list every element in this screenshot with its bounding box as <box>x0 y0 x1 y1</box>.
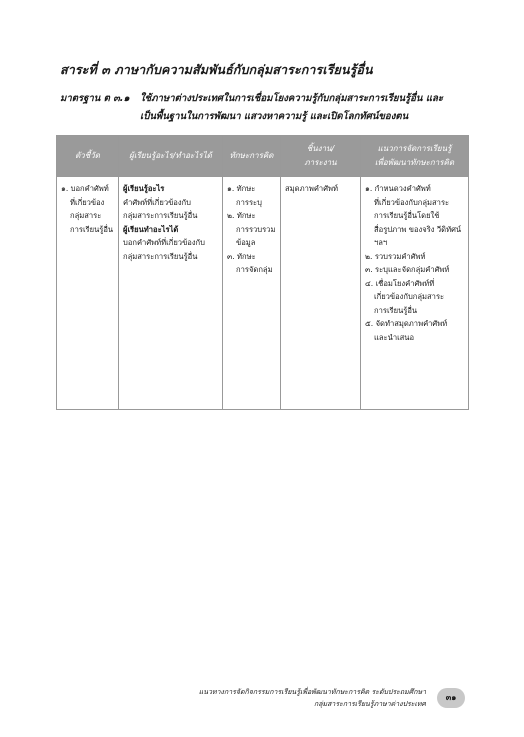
cell-text: ๑. กำหนดวงคำศัพท์ <box>365 184 431 193</box>
cell-text: การเรียนรู้อื่น <box>70 224 114 234</box>
cell-text: กลุ่มสาระการเรียนรู้อื่น <box>123 211 198 220</box>
cell-text: กลุ่มสาระ <box>70 211 102 220</box>
cell-text: ที่เกี่ยวข้องกับกลุ่มสาระ <box>374 197 450 207</box>
cell-text: ๒. รวบรวมคำศัพท์ <box>365 251 426 261</box>
header-activities: แนวการจัดการเรียนรู้ เพื่อพัฒนาทักษะการคิด <box>361 136 469 177</box>
learning-table <box>56 135 469 410</box>
cell-text: ข้อมูล <box>236 238 256 247</box>
skills-cell <box>223 177 281 410</box>
cell-text: ๓. ระบุและจัดกลุ่มคำศัพท์ <box>365 265 450 274</box>
cell-text: ๒. ทักษะ <box>227 211 256 220</box>
cell-text: กลุ่มสาระการเรียนรู้อื่น <box>123 251 198 261</box>
strand-title: สาระที่ ๓ ภาษากับความสัมพันธ์กับกลุ่มสาระการเรียนรู้อื่น <box>60 62 373 77</box>
cell-text: ๕. จัดทำสมุดภาพคำศัพท์ <box>365 319 448 328</box>
cell-text: เกี่ยวข้องกับกลุ่มสาระ <box>374 292 445 301</box>
cell-text: สมุดภาพคำศัพท์ <box>285 184 339 193</box>
standard-text-line-1: ใช้ภาษาต่างประเทศในการเชื่อมโยงความรู้กับกลุ่มสาระการเรียนรู้อื่น และ <box>140 93 444 104</box>
cell-text: ฯลฯ <box>374 238 388 247</box>
cell-text: และนำเสนอ <box>374 332 415 342</box>
cell-text: ๓. ทักษะ <box>227 251 256 261</box>
cell-text: การจัดกลุ่ม <box>236 265 273 274</box>
page-number-badge: ๓๑ <box>437 688 465 708</box>
learning-cell <box>119 177 223 410</box>
header-learning: ผู้เรียนรู้อะไร/ทำอะไรได้ <box>119 136 223 177</box>
footer-subject: กลุ่มสาระการเรียนรู้ภาษาต่างประเทศ <box>314 700 426 708</box>
footer-book-title: แนวทางการจัดกิจกรรมการเรียนรู้เพื่อพัฒนาทักษะการคิด ระดับประถมศึกษา <box>198 688 426 696</box>
cell-text: ๔. เชื่อมโยงคำศัพท์ที่ <box>365 278 435 288</box>
cell-text: การเรียนรู้อื่นโดยใช้ <box>374 211 440 220</box>
table-header-row <box>57 136 469 177</box>
cell-heading: ผู้เรียนรู้อะไร <box>123 184 165 193</box>
cell-text: บอกคำศัพท์ที่เกี่ยวข้องกับ <box>123 238 205 247</box>
cell-text: การระบุ <box>236 197 262 207</box>
standard-text-line-2: เป็นพื้นฐานในการพัฒนา แสวงหาความรู้ และเปิดโลกทัศน์ของตน <box>140 111 409 122</box>
standard-label: มาตรฐาน ต ๓.๑ <box>60 93 130 104</box>
page-footer <box>150 686 426 710</box>
work-cell <box>281 177 361 410</box>
cell-text: สื่อรูปภาพ ของจริง วีดิทัศน์ <box>374 224 462 234</box>
cell-text: ที่เกี่ยวข้อง <box>70 197 105 207</box>
cell-text: การเรียนรู้อื่น <box>374 305 418 315</box>
cell-text: การรวบรวม <box>236 224 276 234</box>
indicator-cell <box>57 177 119 410</box>
table-row <box>57 177 469 410</box>
cell-heading: ผู้เรียนทำอะไรได้ <box>123 224 179 234</box>
cell-text: ๑. ทักษะ <box>227 184 256 193</box>
header-indicator: ตัวชี้วัด <box>57 136 119 177</box>
cell-text: ๑. บอกคำศัพท์ <box>61 184 109 193</box>
header-work: ชิ้นงาน/ ภาระงาน <box>281 136 361 177</box>
cell-text: คำศัพท์ที่เกี่ยวข้องกับ <box>123 197 191 207</box>
activities-cell <box>361 177 469 410</box>
standard-statement <box>60 90 480 126</box>
header-thinking-skills: ทักษะการคิด <box>223 136 281 177</box>
